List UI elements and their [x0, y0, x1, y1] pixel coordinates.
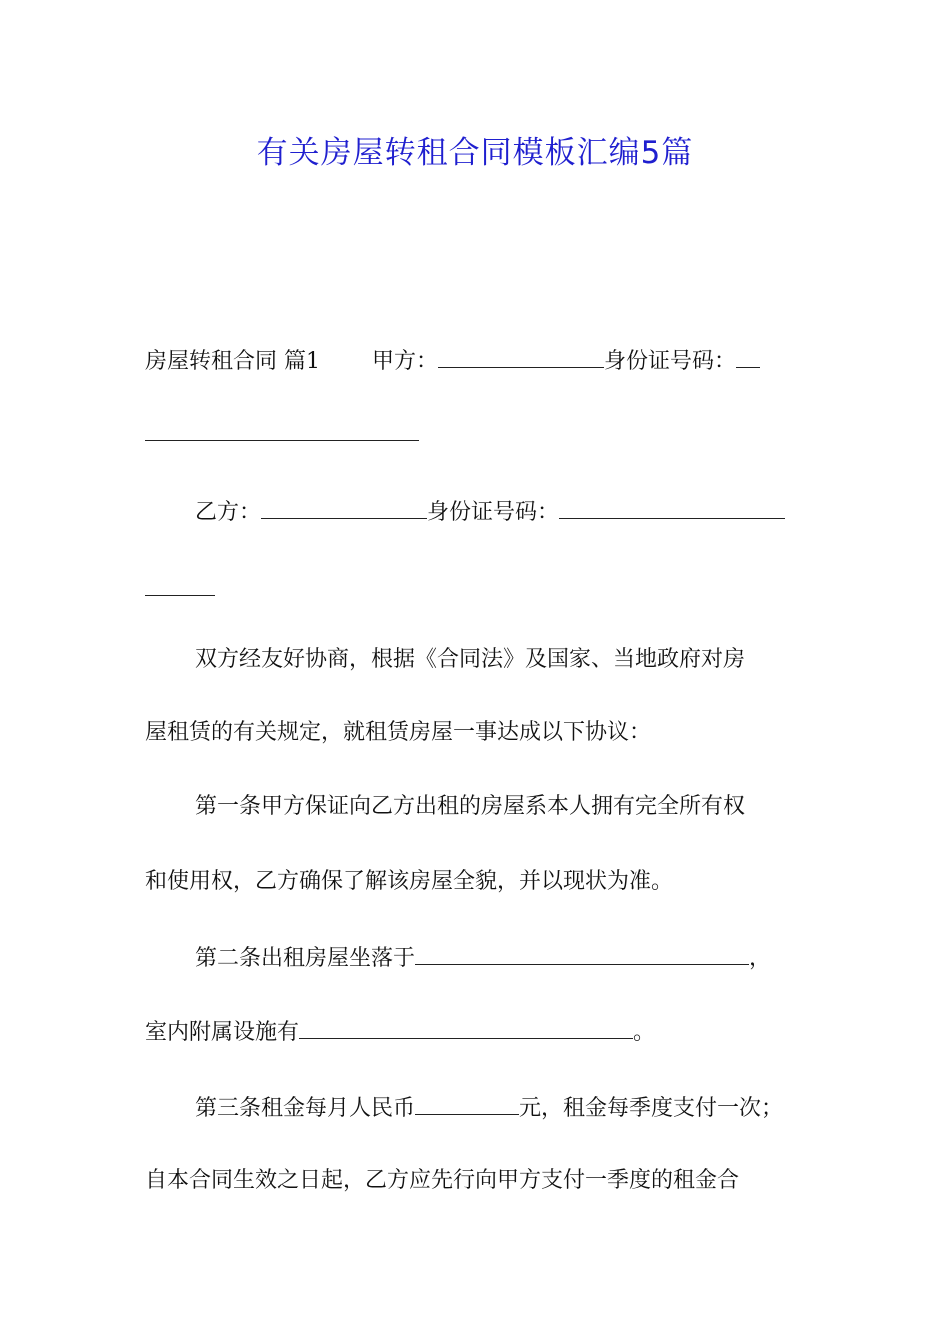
line-9 — [145, 942, 771, 974]
article-1-part-1: 第一条甲方保证向乙方出租的房屋系本人拥有完全所有权 — [195, 794, 746, 819]
party-b-id-label: 身份证号码： — [427, 500, 560, 525]
article-3-rent-terms: 元，租金每季度支付一次； — [519, 1096, 784, 1121]
contract-heading: 房屋转租合同 篇1 — [145, 349, 320, 374]
paragraph-intro-2: 屋租赁的有关规定，就租赁房屋一事达成以下协议： — [145, 720, 652, 745]
party-a-id-blank-start — [736, 345, 760, 368]
line-4 — [145, 573, 215, 605]
line-7 — [145, 792, 745, 822]
party-a-id-label: 身份证号码： — [604, 349, 737, 374]
party-b-id-blank-start — [559, 496, 785, 519]
line-5 — [145, 645, 745, 675]
article-3-part-2: 自本合同生效之日起，乙方应先行向甲方支付一季度的租金合 — [145, 1168, 740, 1193]
line-1 — [145, 345, 760, 377]
line-11 — [145, 1092, 783, 1124]
line-10 — [145, 1016, 655, 1048]
line-8 — [145, 867, 673, 897]
paragraph-intro-1: 双方经友好协商，根据《合同法》及国家、当地政府对房 — [195, 647, 746, 672]
line-12 — [145, 1166, 739, 1196]
location-blank — [415, 942, 749, 965]
line-6 — [145, 718, 651, 748]
party-a-label: 甲方： — [372, 349, 439, 374]
facilities-label: 室内附属设施有 — [145, 1020, 300, 1045]
line-3 — [145, 496, 785, 528]
party-b-blank — [261, 496, 427, 519]
document-title: 有关房屋转租合同模板汇编5篇 — [256, 135, 694, 171]
party-b-label: 乙方： — [195, 500, 262, 525]
facilities-blank — [299, 1016, 633, 1039]
party-b-id-blank-end — [145, 573, 215, 596]
party-a-id-blank-end — [145, 418, 419, 441]
article-2-location-label: 第二条出租房屋坐落于 — [195, 946, 416, 971]
rent-amount-blank — [415, 1092, 519, 1115]
facilities-period: 。 — [633, 1020, 656, 1045]
party-a-blank — [438, 345, 604, 368]
article-1-part-2: 和使用权，乙方确保了解该房屋全貌，并以现状为准。 — [145, 869, 674, 894]
article-2-comma: ， — [749, 946, 772, 971]
article-3-rent-label: 第三条租金每月人民币 — [195, 1096, 416, 1121]
line-2 — [145, 418, 419, 450]
